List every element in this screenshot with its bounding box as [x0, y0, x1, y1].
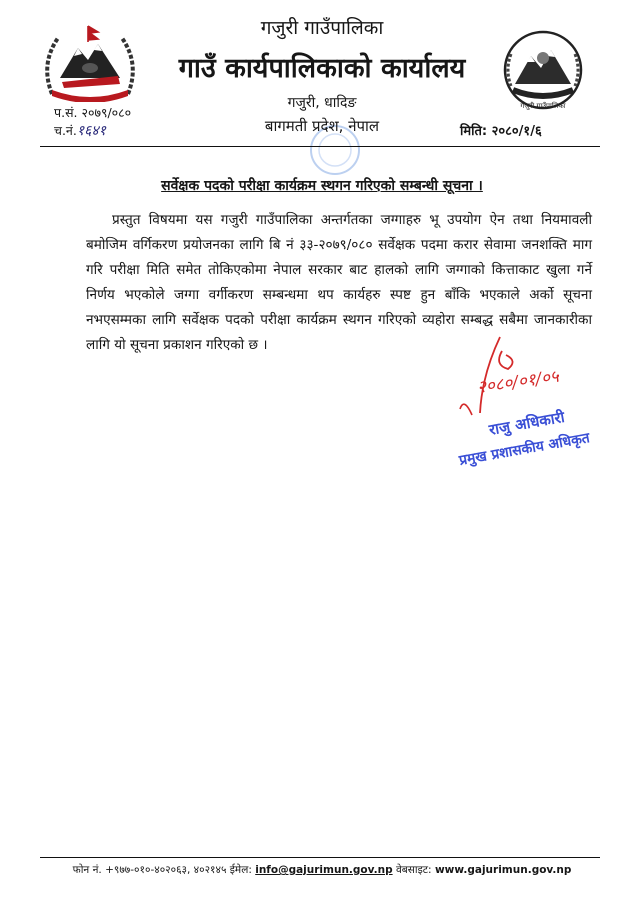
- footer-email-label: ईमेल:: [229, 864, 252, 876]
- office-name: गाउँ कार्यपालिकाको कार्यालय: [178, 53, 466, 84]
- footer-divider: [40, 857, 600, 858]
- notice-subject: सर्वेक्षक पदको परीक्षा कार्यक्रम स्थगन गरिएको सम्बन्धी सूचना ।: [161, 178, 483, 194]
- header-divider: [40, 146, 600, 147]
- issue-date: मिति: २०८०/१/६: [460, 124, 542, 139]
- dispatch-number-ref: [54, 121, 106, 140]
- footer-phone: फोन नं. +९७७-०१०-४०२०६३, ४०२१४५: [72, 864, 227, 876]
- signatory-name: राजु अधिकारी: [487, 407, 566, 439]
- handwritten-date: २०८०/०१/०५: [475, 366, 561, 398]
- fiscal-year-ref: प.सं. २०७९/०८०: [54, 105, 132, 120]
- seal-caption: गजुरी गाउँपालिका: [520, 102, 566, 110]
- footer-web-label: वेबसाइट:: [395, 864, 432, 876]
- dispatch-label: च.नं.: [54, 123, 77, 138]
- footer-website-link[interactable]: www.gajurimun.gov.np: [434, 864, 572, 876]
- footer-email-link[interactable]: info@gajurimun.gov.np: [255, 864, 393, 876]
- province-country: बागमती प्रदेश, नेपाल: [264, 117, 380, 135]
- footer-contact: [0, 863, 644, 877]
- office-location: गजुरी, धादिङ: [287, 95, 357, 111]
- dispatch-number: १६४१: [76, 123, 106, 139]
- municipality-name: गजुरी गाउँपालिका: [260, 17, 384, 39]
- notice-body: प्रस्तुत विषयमा यस गजुरी गाउँपालिका अन्तर्गतका जग्गाहरु भू उपयोग ऐन तथा नियमावली बमोजिम वर्गिकरण प्रयोजनका लागि बि नं ३३-२०७९/०८० सर्वेक्षक पदमा करार सेवामा जनशक्ति माग गरि परीक्षा मिति समेत तोकिएकोमा नेपाल सरकार बाट हालको लागि जग्गाको कित्ताकाट खुला गर्ने निर्णय भएकोले जग्गा वर्गीकरण सम्बन्धमा थप कार्यहरु स्पष्ट हुन बाँकि भएकाले अर्को सूचना नभएसम्मका लागि सर्वेक्षक पदको परीक्षा कार्यक्रम स्थगन गरिएको व्यहोरा सम्बद्ध सबैमा जानकारीका लागि यो सूचना प्रकाशन गरिएको छ ।: [86, 212, 592, 353]
- signatory-title: प्रमुख प्रशासकीय अधिकृत: [457, 430, 591, 469]
- signature-block: [420, 335, 610, 485]
